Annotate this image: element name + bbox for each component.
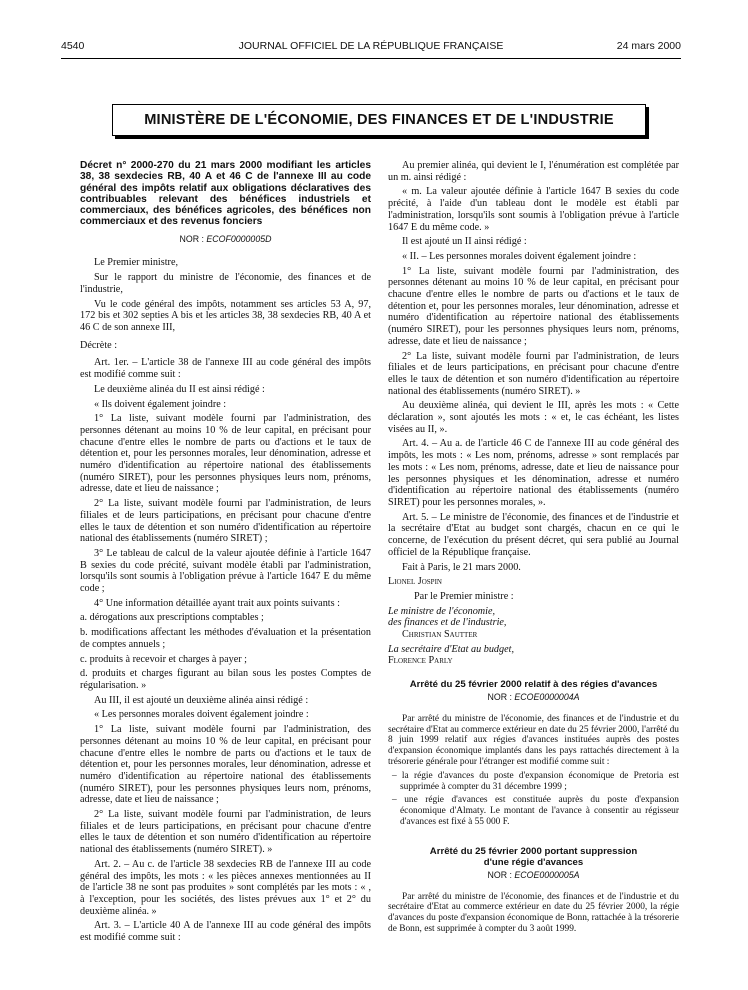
list-item: b. modifications affectant les méthodes d'évaluation et la présentation de comptes annuels ; — [80, 627, 371, 650]
arrete-1-body — [388, 714, 679, 828]
paragraph: 4° Une information détaillée ayant trait aux points suivants : — [94, 597, 340, 609]
arrete-2-body — [388, 892, 679, 935]
decree-nor: NOR : ECOF0000005D — [179, 233, 272, 244]
paragraph: Au deuxième alinéa, qui devient le III, après les mots : « Cette déclaration », sont ajoutés les mots : « et, le cas échéant, les listes visées au II, ». — [388, 400, 679, 435]
article-4: Art. 4. – Au a. de l'article 46 C de l'annexe III au code général des impôts, les mots : « Les nom, prénoms, adresse » sont remplacés par les mots : « Les nom, prénoms, adresse, date et lieu de naissance pour les personnes physiques et les dénomination, adresse et numéro d'identification au répertoire national des établissements (numéro SIRET) pour les personnes morales, ». — [388, 438, 679, 508]
paragraph: 3° Le tableau de calcul de la valeur ajoutée définie à l'article 1647 B sexies du code précité, suivant modèle établi par l'administration, lorsqu'ils sont soumis à l'obligation prévue à l'article 1647 E du même code ; — [80, 547, 371, 595]
paragraph: Sur le rapport du ministre de l'économie, des finances et de l'industrie, — [80, 272, 371, 295]
arrete-1-nor: NOR : ECOE0000004A — [487, 692, 580, 703]
paragraph: « Ils doivent également joindre : — [94, 398, 227, 410]
minister-title: Le ministre de l'économie, — [388, 605, 496, 617]
article-5: Art. 5. – Le ministre de l'économie, des finances et de l'industrie et la secrétaire d'Etat au budget sont chargés, chacun en ce qui le concerne, de l'exécution du présent décret, qui sera publié au Journal officiel de la République française. — [388, 511, 679, 558]
paragraph: 1° La liste, suivant modèle fourni par l'administration, des personnes détenant au moins 10 % de leur capital, en précisant pour chacune d'entre elles le nombre de parts ou d'actions et le taux de détention et, pour les personnes morales, leur dénomination, adresse et numéro d'identification au répertoire national des établissements (numéro SIRET), pour les personnes physiques leurs nom, prénoms, adresse, date et lieu de naissance ; — [80, 724, 371, 806]
minister-name: Christian Sautter — [402, 629, 478, 641]
right-column — [388, 160, 679, 980]
paragraph: « Les personnes morales doivent également joindre : — [94, 709, 309, 721]
page-header — [61, 40, 681, 56]
paragraph: 2° La liste, suivant modèle fourni par l'administration, de leurs filiales et de leurs participations, en précisant pour chacune d'entre elles le taux de détention et son numéro d'identification au répertoire national des établissements (numéro SIRET) ; — [80, 498, 371, 545]
list-item: – une régie d'avances est constituée auprès du poste d'expansion économique d'Almaty. Le montant de l'avance à consentir au régisseur d'avances est fixé à 55 000 F. — [392, 795, 679, 827]
ministry-banner — [112, 104, 646, 136]
ministry-title: MINISTÈRE DE L'ÉCONOMIE, DES FINANCES ET DE L'INDUSTRIE — [144, 112, 614, 128]
page-number: 4540 — [61, 40, 85, 52]
paragraph: 1° La liste, suivant modèle fourni par l'administration, des personnes détenant au moins 10 % de leur capital, en précisant pour chacune d'entre elles le nombre de parts ou d'actions et le taux de détention et, pour les personnes morales, leur dénomination, adresse et numéro d'identification au répertoire national des établissements (numéro SIRET), pour les personnes physiques leurs nom, prénoms, adresse, date et lieu de naissance ; — [388, 265, 679, 347]
paragraph: 2° La liste, suivant modèle fourni par l'administration, de leurs filiales et de leurs participations, en précisant pour chacune d'entre elles le taux de détention et son numéro d'identification au répertoire national des établissements (numéro SIRET). » — [388, 350, 679, 397]
paragraph: Par arrêté du ministre de l'économie, des finances et de l'industrie et du secrétaire d'Etat au commerce extérieur en date du 25 février 2000, la régie d'avances du poste d'expansion économique de Bonn, rattachée à la trésorerie de Bonn, est supprimée à compter du 3 août 1999. — [388, 891, 679, 934]
left-column — [80, 160, 371, 980]
paragraph: Le deuxième alinéa du II est ainsi rédigé : — [94, 383, 265, 395]
signatory-pm: Lionel Jospin — [388, 576, 442, 588]
paragraph: Au III, il est ajouté un deuxième alinéa ainsi rédigé : — [94, 694, 309, 706]
list-item: d. produits et charges figurant au bilan sous les postes Comptes de régularisation. » — [80, 668, 371, 691]
paragraph: « II. – Les personnes morales doivent également joindre : — [402, 250, 637, 262]
minister-title-2: des finances et de l'industrie, — [388, 617, 507, 629]
secretary-title: La secrétaire d'Etat au budget, — [388, 643, 515, 655]
issue-date: 24 mars 2000 — [616, 40, 681, 52]
paragraph: 2° La liste, suivant modèle fourni par l'administration, de leurs filiales et de leurs participations, en précisant pour chacune d'entre elles le taux de détention et son numéro d'identification au répertoire national des établissements (numéro SIRET). » — [80, 809, 371, 856]
list-item: c. produits à recevoir et charges à payer ; — [80, 653, 247, 665]
article-3: Art. 3. – L'article 40 A de l'annexe III au code général des impôts est modifié comme suit : — [80, 920, 371, 944]
journal-title: JOURNAL OFFICIEL DE LA RÉPUBLIQUE FRANÇAISE — [238, 40, 504, 52]
decrete-label: Décrète : — [80, 339, 118, 351]
paragraph: 1° La liste, suivant modèle fourni par l'administration, des personnes détenant au moins 10 % de leur capital, en précisant pour chacune d'entre elles le nombre de parts ou d'actions et le taux de détention et, pour les personnes morales, leur dénomination, adresse et numéro d'identification au répertoire national des établissements (numéro SIRET), pour les personnes physiques leurs nom, prénoms, adresse, date et lieu de naissance ; — [80, 413, 371, 495]
paragraph: Il est ajouté un II ainsi rédigé : — [402, 236, 527, 248]
arrete-1-title: Arrêté du 25 février 2000 relatif à des régies d'avances — [409, 679, 658, 691]
arrete-2-nor: NOR : ECOE0000005A — [487, 869, 580, 880]
list-item: – la régie d'avances du poste d'expansion économique de Pretoria est supprimée à compter du 31 décembre 1999 ; — [392, 770, 679, 792]
paragraph: Vu le code général des impôts, notamment ses articles 53 A, 97, 172 bis et 302 septies A bis et les articles 38, 38 sexdecies RB, 40 A et 46 C de son annexe III, — [80, 298, 371, 333]
by-pm: Par le Premier ministre : — [414, 590, 514, 602]
secretary-name: Florence Parly — [388, 655, 453, 667]
paragraph: Au premier alinéa, qui devient le I, l'énumération est complétée par un m. ainsi rédigé : — [388, 160, 679, 183]
paragraph: Le Premier ministre, — [94, 257, 179, 269]
article-2: Art. 2. – Au c. de l'article 38 sexdecies RB de l'annexe III au code général des impôts, les mots : « les pièces annexes mentionnées au II de l'article 38 ne sont pas produites » sont complétés par les mots : « , à l'exception, pour les sociétés, des listes prévues aux 1° et 2° du deuxième alinéa. » — [80, 858, 371, 917]
done-at: Fait à Paris, le 21 mars 2000. — [402, 561, 521, 573]
arrete-2-title: Arrêté du 25 février 2000 portant suppression d'une régie d'avances — [429, 845, 638, 868]
decree-nor-code: ECOF0000005D — [206, 233, 272, 244]
paragraph: Par arrêté du ministre de l'économie, des finances et de l'industrie et du secrétaire d'Etat au commerce extérieur en date du 25 février 2000, l'arrêté du 8 juin 1999 relatif aux régies d'avances instituées auprès des postes d'expansion économique implantés dans les pays rattachés directement à la trésorerie générale pour l'étranger est modifié comme suit : — [388, 713, 679, 768]
list-item: a. dérogations aux prescriptions comptables ; — [80, 612, 264, 624]
decree-title: Décret n° 2000-270 du 21 mars 2000 modifiant les articles 38, 38 sexdecies RB, 40 A et 46 C de l'annexe III au code général des impôts relatif aux obligations déclaratives des contribuables relevant des bénéfices industriels et commerciaux, des bénéfices agricoles, des bénéfices non commerciaux et des revenus fonciers — [80, 160, 371, 228]
article-1: Art. 1er. – L'article 38 de l'annexe III au code général des impôts est modifié comme suit : — [80, 357, 371, 381]
paragraph: « m. La valeur ajoutée définie à l'article 1647 B sexies du code précité, à l'aide d'un tableau dont le modèle est établi par l'administration, lorsqu'ils sont soumis à l'obligation prévue à l'article 1647 E du même code. » — [388, 186, 679, 233]
header-rule — [61, 58, 681, 59]
